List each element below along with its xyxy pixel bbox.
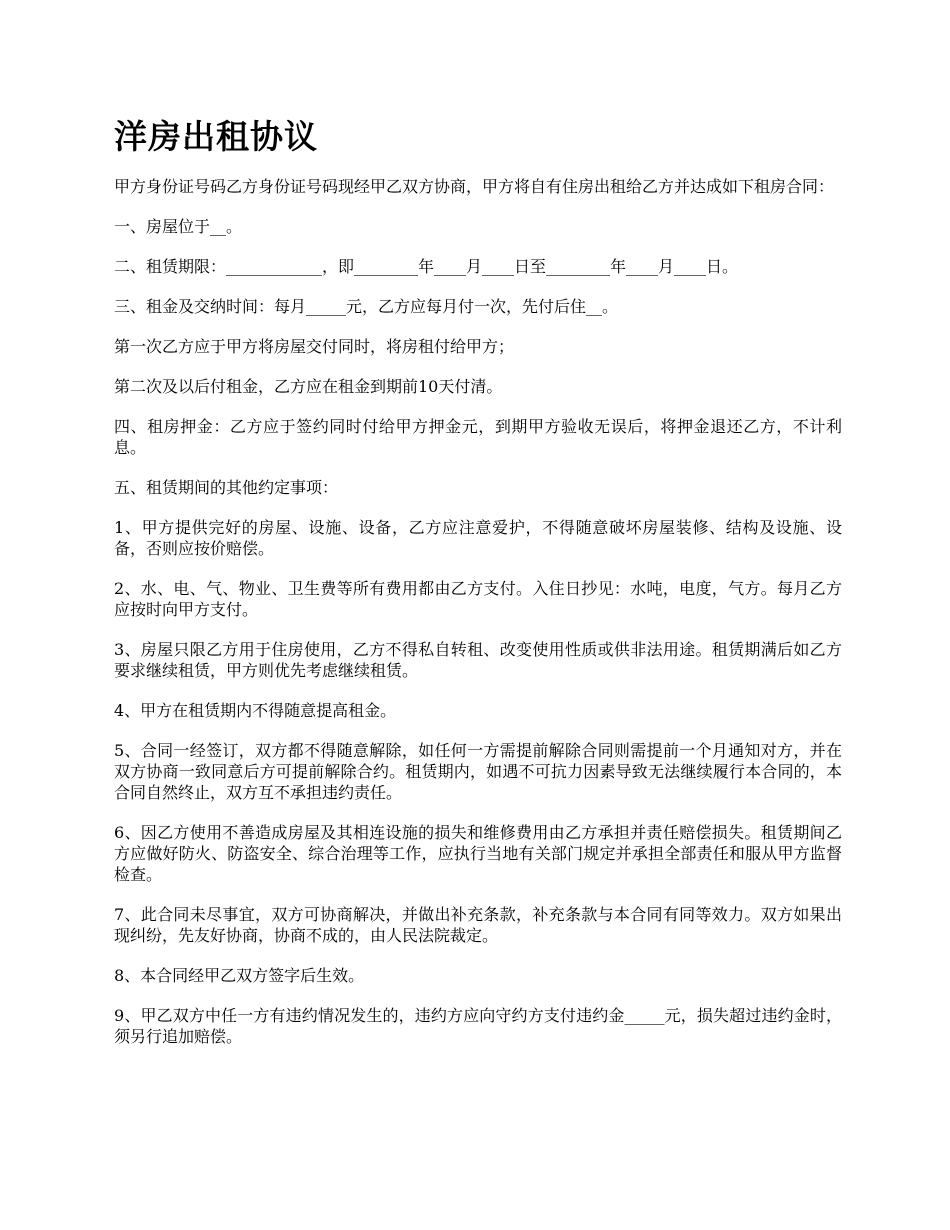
clause-rent-payment: 三、租金及交纳时间：每月_____元，乙方应每月付一次，先付后住__。 <box>114 297 619 316</box>
term-item-8: 8、本合同经甲乙双方签字后生效。 <box>114 966 365 985</box>
clause-deposit: 四、租房押金：乙方应于签约同时付给甲方押金元，到期甲方验收无误后，将押金退还乙方，不计利息。 <box>114 417 842 457</box>
term-item-6: 6、因乙方使用不善造成房屋及其相连设施的损失和维修费用由乙方承担并责任赔偿损失。租赁期间乙方应做好防火、防盗安全、综合治理等工作，应执行当地有关部门规定并承担全部责任和服从甲方监督检查。 <box>114 823 842 884</box>
clause-subsequent-payment: 第二次及以后付租金，乙方应在租金到期前10天付清。 <box>114 377 503 396</box>
term-item-7: 7、此合同未尽事宜，双方可协商解决，并做出补充条款，补充条款与本合同有同等效力。双方如果出现纠纷，先友好协商，协商不成的，由人民法院裁定。 <box>114 905 842 945</box>
page-title: 洋房出租协议 <box>114 117 318 156</box>
clause-first-payment: 第一次乙方应于甲方将房屋交付同时，将房租付给甲方； <box>114 337 515 356</box>
intro-paragraph: 甲方身份证号码乙方身份证号码现经甲乙双方协商，甲方将自有住房出租给乙方并达成如下租房合同： <box>114 177 835 196</box>
term-item-1: 1、甲方提供完好的房屋、设施、设备，乙方应注意爱护，不得随意破坏房屋装修、结构及设施、设备，否则应按价赔偿。 <box>114 518 842 558</box>
term-item-2: 2、水、电、气、物业、卫生费等所有费用都由乙方支付。入住日抄见：水吨，电度，气方。每月乙方应按时向甲方支付。 <box>114 579 842 619</box>
term-item-9: 9、甲乙双方中任一方有违约情况发生的，违约方应向守约方支付违约金_____元，损失超过违约金时，须另行追加赔偿。 <box>114 1006 842 1046</box>
clause-other-terms-heading: 五、租赁期间的其他约定事项： <box>114 478 339 497</box>
document-page <box>114 112 842 1066</box>
term-item-4: 4、甲方在租赁期内不得随意提高租金。 <box>114 701 397 720</box>
clause-lease-term: 二、租赁期限：____________，即________年____月____日至________年____月____日。 <box>114 257 739 276</box>
term-item-3: 3、房屋只限乙方用于住房使用，乙方不得私自转租、改变使用性质或供非法用途。租赁期满后如乙方要求继续租赁，甲方则优先考虑继续租赁。 <box>114 640 842 680</box>
clause-house-location: 一、房屋位于__。 <box>114 217 243 236</box>
term-item-5: 5、合同一经签订，双方都不得随意解除，如任何一方需提前解除合同则需提前一个月通知对方，并在双方协商一致同意后方可提前解除合约。租赁期内，如遇不可抗力因素导致无法继续履行本合同的，本合同自然终止，双方互不承担违约责任。 <box>114 741 842 802</box>
